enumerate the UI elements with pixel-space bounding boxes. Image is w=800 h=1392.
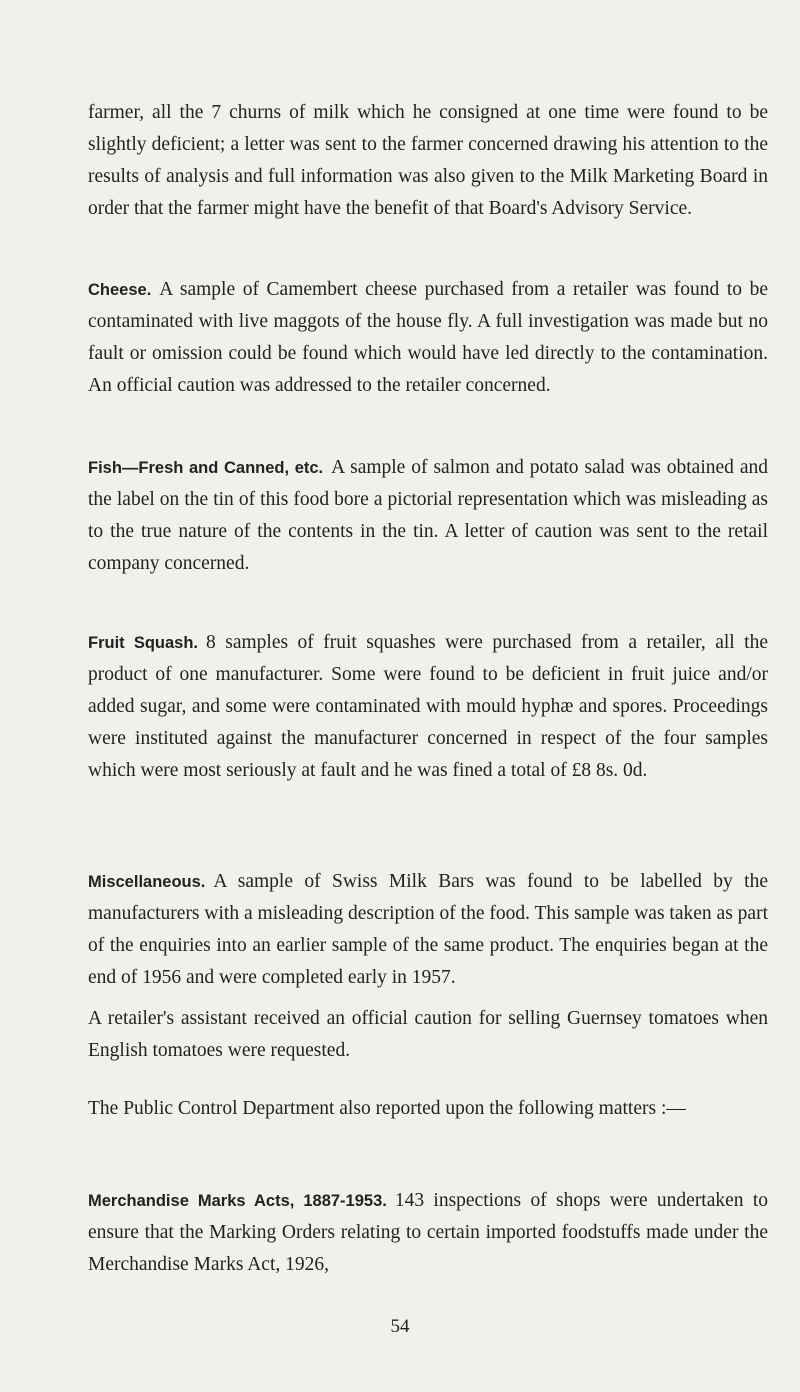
paragraph-milk-continuation [88, 97, 768, 225]
section-text-merchandise-marks: 143 inspections of shops were undertaken to ensure that the Marking Orders relating to certain imported foodstuffs made under the Merchandise Marks Act, 1926, [88, 1190, 769, 1275]
section-fish [88, 452, 768, 580]
section-fruit-squash [88, 627, 768, 787]
section-text-fruit-squash: 8 samples of fruit squashes were purchased from a retailer, all the product of one manufacturer. Some were found to be deficient in fruit juice and/or added sugar, and some were contaminated with mould hyphæ and spores. Proceedings were instituted against the manufacturer concerned in respect of the four samples which were most seriously at fault and he was fined a total of £8 8s. 0d. [88, 632, 768, 781]
paragraph-text: A retailer's assistant received an official caution for selling Guernsey tomatoes when English tomatoes were requested. [88, 1008, 768, 1061]
paragraph-public-control [88, 1093, 768, 1125]
section-merchandise-marks [88, 1185, 768, 1281]
section-heading-merchandise-marks: Merchandise Marks Acts, 1887-1953. [88, 1192, 387, 1210]
section-heading-fruit-squash: Fruit Squash. [88, 634, 199, 652]
section-heading-miscellaneous: Miscellaneous. [88, 873, 206, 891]
paragraph-text: The Public Control Department also reported upon the following matters :— [88, 1098, 686, 1119]
section-heading-cheese: Cheese. [88, 281, 152, 299]
paragraph-retailer-caution [88, 1003, 768, 1067]
paragraph-text: farmer, all the 7 churns of milk which he consigned at one time were found to be slightly deficient; a letter was sent to the farmer concerned drawing his attention to the results of analysis and full information was also given to the Milk Marketing Board in order that the farmer might have the benefit of that Board's Advisory Service. [88, 102, 768, 219]
section-text-cheese: A sample of Camembert cheese purchased from a retailer was found to be contaminated with live maggots of the house fly. A full investigation was made but no fault or omission could be found which would have led directly to the contamination. An official caution was addressed to the retailer concerned. [88, 279, 768, 396]
section-heading-fish: Fish—Fresh and Canned, etc. [88, 459, 324, 477]
section-miscellaneous [88, 866, 768, 994]
section-text-fish: A sample of salmon and potato salad was obtained and the label on the tin of this food bore a pictorial representation which was misleading as to the true nature of the contents in the tin. A letter of caution was sent to the retail company concerned. [88, 457, 768, 574]
section-text-miscellaneous: A sample of Swiss Milk Bars was found to be labelled by the manufacturers with a misleading description of the food. This sample was taken as part of the enquiries into an earlier sample of the same product. The enquiries began at the end of 1956 and were completed early in 1957. [88, 871, 768, 988]
page-number: 54 [390, 1316, 410, 1337]
section-cheese [88, 274, 768, 402]
